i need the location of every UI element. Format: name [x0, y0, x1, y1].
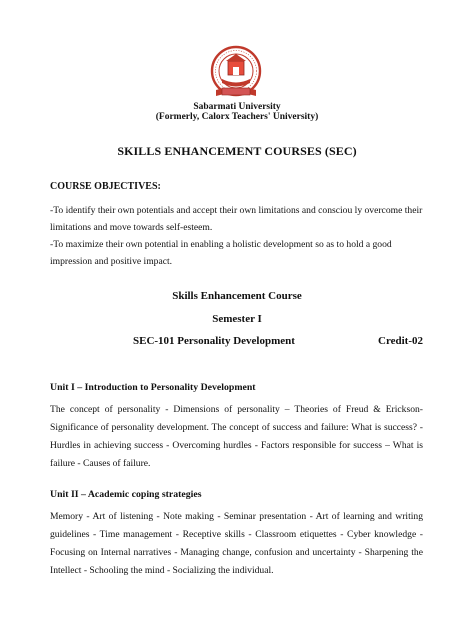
unit-body: The concept of personality - Dimensions of personality – Theories of Freud & Erickson- Significance of personality development. The concept of success and failure: What is success? - Hurdles in achieving success - Overcoming hurdles - Factors responsible for success – What is failure - Causes of failure.	[50, 404, 423, 469]
course-heading: Skills Enhancement Course	[172, 290, 302, 302]
document-title: SKILLS ENHANCEMENT COURSES (SEC)	[117, 144, 357, 158]
unit-body: Memory - Art of listening - Note making - Seminar presentation - Art of learning and writing guidelines - Time management - Receptive skills - Classroom etiquettes - Cyber knowledge - Focusing on Internal narratives - Managing change, confusion and uncertainty - Sharpening the Intellect - Schooling the mind - Socializing the individual.	[50, 511, 423, 576]
unit-heading: Unit I – Introduction to Personality Development	[50, 382, 256, 393]
course-code-title: SEC-101 Personality Development	[133, 335, 295, 347]
semester-heading: Semester I	[212, 313, 262, 325]
course-credit: Credit-02	[378, 335, 424, 347]
university-former-name: (Formerly, Calorx Teachers' University)	[155, 112, 319, 122]
objective-item: -To identify their own potentials and accept their own limitations and consciou ly overcome their limitations and move towards self-esteem.	[50, 205, 423, 233]
objectives-heading: COURSE OBJECTIVES:	[50, 181, 161, 192]
unit-heading: Unit II – Academic coping strategies	[50, 489, 202, 500]
university-name: Sabarmati University	[193, 102, 281, 112]
university-logo	[204, 44, 268, 104]
objective-item: -To maximize their own potential in enabling a holistic development so as to hold a good impression and positive impact.	[50, 239, 392, 267]
university-seal-icon	[204, 44, 268, 104]
